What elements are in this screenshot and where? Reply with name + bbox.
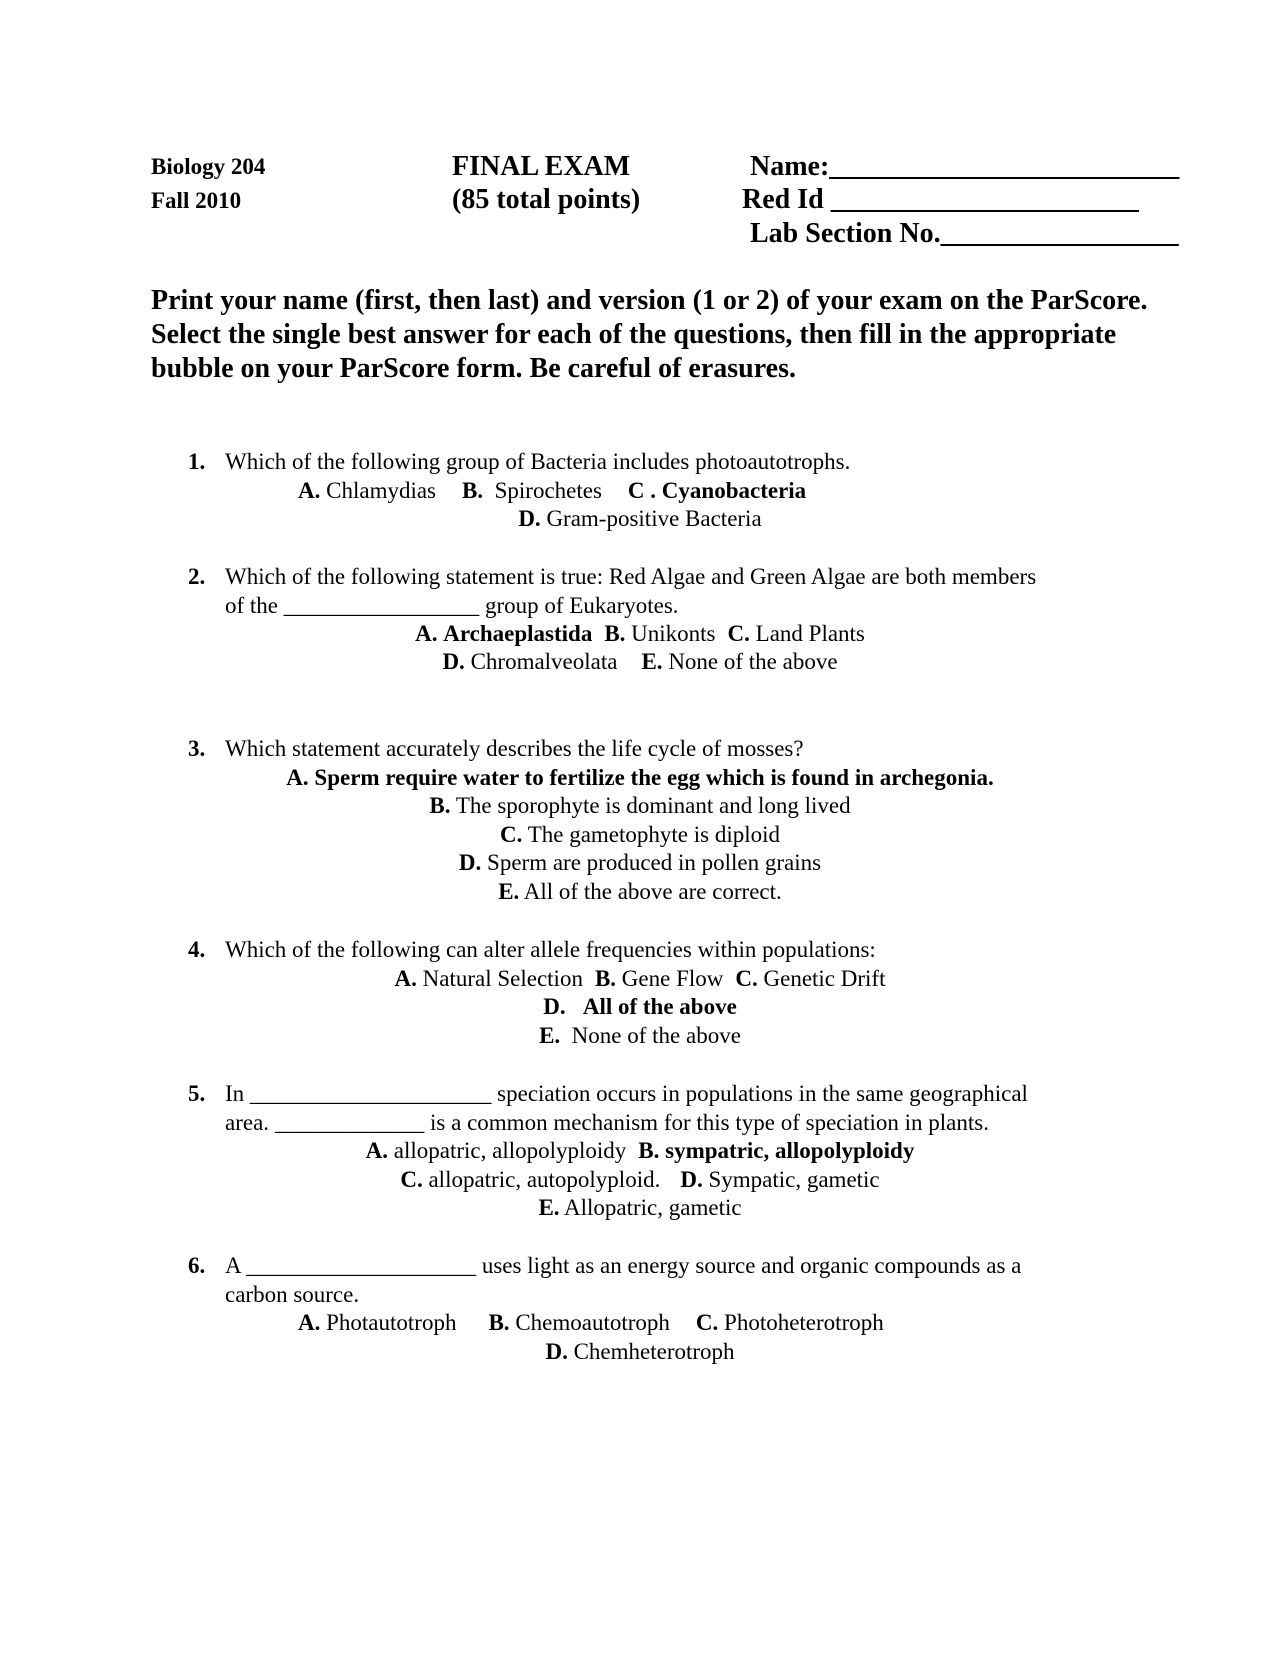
option-c bbox=[628, 478, 806, 503]
question-text bbox=[225, 563, 1125, 620]
option-letter: B. bbox=[594, 965, 617, 991]
option-text: Sperm are produced in pollen grains bbox=[487, 850, 822, 875]
question-number: 6. bbox=[188, 1253, 206, 1278]
option-b bbox=[462, 478, 602, 503]
option-letter: D. bbox=[543, 994, 566, 1019]
option-line bbox=[0, 1022, 1280, 1051]
option-d bbox=[543, 994, 737, 1019]
option-letter: B. bbox=[488, 1310, 510, 1335]
option-a bbox=[415, 621, 592, 646]
instructions-line: Print your name (first, then last) and version (1 or 2) of your exam on the ParScore. bbox=[151, 285, 1148, 316]
instructions bbox=[151, 284, 1211, 386]
option-c bbox=[696, 1310, 884, 1335]
option-e bbox=[498, 879, 782, 904]
term-label: Fall 2010 bbox=[151, 188, 242, 213]
option-text: Sympatic, gametic bbox=[708, 1166, 880, 1192]
option-e bbox=[641, 649, 837, 674]
option-text: Photoheterotroph bbox=[724, 1310, 884, 1335]
option-letter: D. bbox=[518, 506, 541, 531]
question-text-line: In _____________________ speciation occurs in populations in the same geographical bbox=[225, 1081, 1028, 1106]
option-c bbox=[500, 822, 780, 847]
course-label: Biology 204 bbox=[151, 154, 266, 179]
option-d bbox=[518, 506, 761, 531]
option-line bbox=[0, 1338, 1280, 1367]
option-letter: B. bbox=[604, 621, 626, 646]
option-line bbox=[0, 1166, 1280, 1195]
option-letter: C. bbox=[727, 621, 750, 646]
option-letter: E. bbox=[539, 1022, 561, 1048]
question-text-line: of the _________________ group of Eukaryotes. bbox=[225, 592, 679, 618]
red-id-field: Red Id ______________________ bbox=[742, 184, 1139, 215]
option-text: allopatric, allopolyploidy bbox=[393, 1138, 627, 1163]
question-text bbox=[225, 936, 1125, 965]
option-d bbox=[442, 649, 617, 674]
question-number: 5. bbox=[188, 1081, 206, 1106]
question-text-line: Which statement accurately describes the life cycle of mosses? bbox=[225, 736, 804, 761]
option-letter: C. bbox=[695, 1310, 719, 1335]
question-text bbox=[225, 735, 1125, 764]
option-line bbox=[0, 849, 1280, 878]
option-text: Natural Selection bbox=[422, 965, 583, 991]
option-letter: A. bbox=[394, 965, 417, 991]
option-line bbox=[0, 1137, 1280, 1166]
option-line bbox=[0, 878, 1280, 907]
option-b bbox=[604, 621, 715, 646]
lab-section-field: Lab Section No._________________ bbox=[750, 218, 1179, 249]
name-field: Name:_________________________ bbox=[750, 151, 1180, 182]
option-text: None of the above bbox=[668, 649, 838, 674]
option-c bbox=[400, 1167, 660, 1192]
option-a bbox=[286, 765, 993, 790]
option-b bbox=[595, 966, 723, 991]
instructions-line: bubble on your ParScore form. Be careful of erasures. bbox=[151, 353, 796, 384]
option-letter: D. bbox=[680, 1166, 703, 1192]
total-points: (85 total points) bbox=[452, 184, 641, 215]
option-text: Photautotroph bbox=[326, 1310, 457, 1335]
option-line bbox=[0, 1194, 1280, 1223]
option-text: Chromalveolata bbox=[470, 649, 618, 674]
option-line bbox=[0, 821, 1280, 850]
option-letter: C. bbox=[735, 965, 758, 991]
option-text: Gene Flow bbox=[621, 965, 724, 991]
question-text-line: area. _____________ is a common mechanism for this type of speciation in plants. bbox=[225, 1109, 989, 1135]
option-text: Cyanobacteria bbox=[661, 477, 807, 503]
question-text bbox=[225, 448, 1125, 477]
option-b bbox=[488, 1310, 669, 1335]
option-line bbox=[0, 505, 1280, 534]
option-letter: B. bbox=[462, 477, 484, 503]
question-text bbox=[225, 1080, 1125, 1137]
option-letter: E. bbox=[538, 1195, 560, 1220]
option-line bbox=[298, 1309, 884, 1338]
question-number: 4. bbox=[188, 937, 206, 962]
option-letter: A. bbox=[365, 1138, 389, 1163]
option-line bbox=[0, 792, 1280, 821]
option-letter: A. bbox=[415, 621, 438, 646]
option-text: The sporophyte is dominant and long lived bbox=[455, 793, 851, 818]
option-c bbox=[735, 966, 885, 991]
option-letter: B. bbox=[429, 793, 451, 818]
option-text: Genetic Drift bbox=[763, 965, 886, 991]
option-letter: C. bbox=[499, 821, 523, 847]
option-e bbox=[538, 1195, 741, 1220]
option-a bbox=[366, 1138, 627, 1163]
option-d bbox=[545, 1339, 734, 1364]
option-letter: E. bbox=[641, 649, 663, 674]
question-text-line: Which of the following statement is true: Red Algae and Green Algae are both members bbox=[225, 564, 1037, 589]
option-text: All of the above are correct. bbox=[523, 878, 782, 904]
question-text-line: Which of the following group of Bacteria includes photoautotrophs. bbox=[225, 449, 851, 474]
option-letter: E. bbox=[498, 878, 520, 904]
option-letter: D. bbox=[545, 1338, 568, 1364]
option-line bbox=[0, 764, 1280, 793]
option-a bbox=[298, 478, 436, 503]
option-a bbox=[395, 966, 583, 991]
option-d bbox=[459, 850, 821, 875]
option-letter: B. bbox=[638, 1138, 660, 1163]
question-number: 1. bbox=[188, 449, 206, 474]
option-text: Gram-positive Bacteria bbox=[546, 506, 762, 531]
question-text bbox=[225, 1252, 1125, 1309]
option-letter: D. bbox=[442, 649, 465, 674]
option-line bbox=[0, 620, 1280, 649]
question-text-line: carbon source. bbox=[225, 1281, 360, 1307]
option-text: Chlamydias bbox=[326, 477, 437, 503]
option-letter: A. bbox=[286, 764, 309, 790]
option-b bbox=[429, 793, 850, 818]
option-c bbox=[728, 621, 865, 646]
instructions-line: Select the single best answer for each of the questions, then fill in the appropriate bbox=[151, 319, 1117, 350]
option-text: sympatric, allopolyploidy bbox=[665, 1138, 915, 1163]
exam-title: FINAL EXAM bbox=[452, 151, 631, 182]
option-letter: A. bbox=[298, 477, 321, 503]
option-text: Chemheterotroph bbox=[573, 1338, 735, 1364]
option-letter: C. bbox=[400, 1166, 423, 1192]
question-number: 2. bbox=[188, 564, 206, 589]
option-text: allopatric, autopolyploid. bbox=[428, 1166, 661, 1192]
option-text: Archaeplastida bbox=[443, 621, 593, 646]
question-text-line: A ____________________ uses light as an energy source and organic compounds as a bbox=[225, 1253, 1022, 1278]
option-line bbox=[298, 477, 806, 506]
option-e bbox=[539, 1023, 741, 1048]
option-b bbox=[638, 1138, 914, 1163]
question-text-line: Which of the following can alter allele frequencies within populations: bbox=[225, 937, 876, 962]
option-text: Unikonts bbox=[631, 621, 716, 646]
option-text: Land Plants bbox=[755, 621, 865, 646]
option-line bbox=[0, 648, 1280, 677]
option-d bbox=[680, 1167, 879, 1192]
option-text: Allopatric, gametic bbox=[564, 1195, 742, 1220]
question-number: 3. bbox=[188, 736, 206, 761]
option-letter: D. bbox=[458, 850, 482, 875]
option-text: All of the above bbox=[582, 994, 737, 1019]
option-text: Chemoautotroph bbox=[515, 1310, 670, 1335]
option-text: Spirochetes bbox=[494, 477, 602, 503]
option-text: None of the above bbox=[571, 1022, 741, 1048]
option-text: Sperm require water to fertilize the egg which is found in archegonia. bbox=[314, 764, 994, 790]
option-letter: A. bbox=[298, 1310, 321, 1335]
option-a bbox=[298, 1310, 456, 1335]
option-line bbox=[0, 993, 1280, 1022]
option-text: The gametophyte is diploid bbox=[527, 821, 781, 847]
option-letter: C . bbox=[627, 477, 657, 503]
option-line bbox=[0, 965, 1280, 994]
